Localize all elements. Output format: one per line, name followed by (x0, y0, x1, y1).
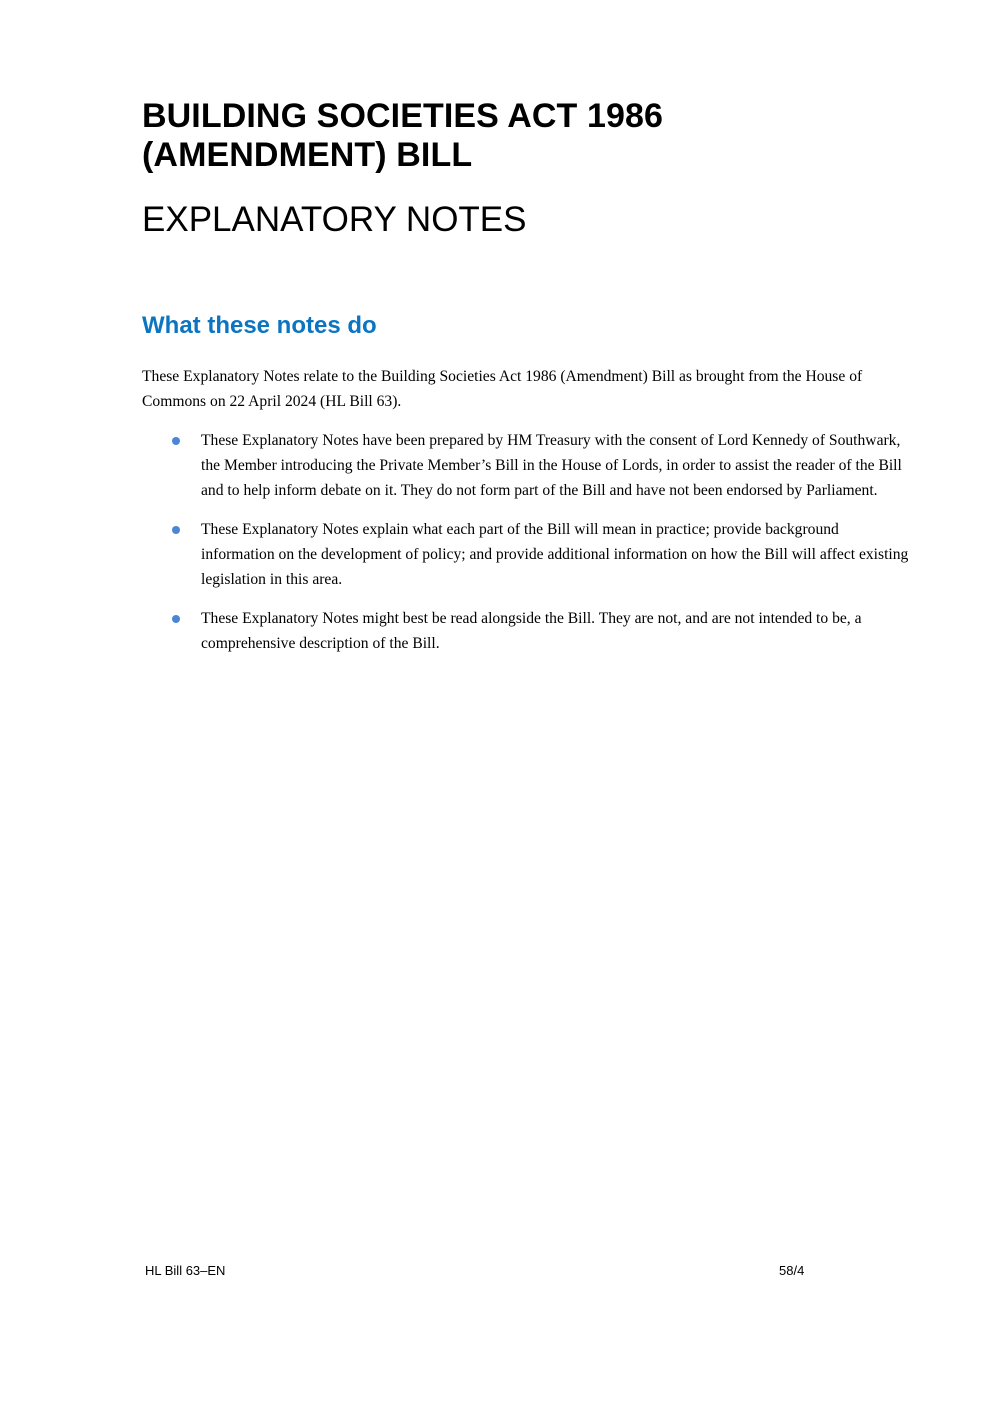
section-heading: What these notes do (142, 312, 377, 339)
footer-bill-reference: HL Bill 63–EN (145, 1263, 226, 1278)
document-title (142, 97, 902, 175)
bullet-dot-icon (172, 437, 180, 445)
intro-paragraph: These Explanatory Notes relate to the Building Societies Act 1986 (Amendment) Bill as brought from the House of Commons on 22 April 2024 (HL Bill 63). (142, 368, 863, 410)
footer-print-code: 58/4 (779, 1263, 805, 1278)
bullet-text: These Explanatory Notes might best be read alongside the Bill. They are not, and are not intended to be, a comprehensive description of the Bill. (201, 610, 862, 652)
document-subtitle: EXPLANATORY NOTES (142, 200, 527, 239)
title-line-2: (AMENDMENT) BILL (142, 136, 473, 174)
title-line-1: BUILDING SOCIETIES ACT 1986 (142, 97, 663, 135)
bullet-item (142, 606, 912, 656)
bullet-text: These Explanatory Notes explain what each part of the Bill will mean in practice; provide background information on the development of policy; and provide additional information on how the Bill will affect existing legislation in this area. (201, 521, 909, 588)
bullet-text: These Explanatory Notes have been prepared by HM Treasury with the consent of Lord Kennedy of Southwark, the Member introducing the Private Member’s Bill in the House of Lords, in order to assist the reader of the Bill and to help inform debate on it. They do not form part of the Bill and have not been endorsed by Parliament. (201, 432, 902, 499)
bullet-item (142, 428, 912, 503)
bullet-dot-icon (172, 526, 180, 534)
bullet-item (142, 517, 912, 592)
bullet-list (142, 428, 912, 670)
bullet-dot-icon (172, 615, 180, 623)
